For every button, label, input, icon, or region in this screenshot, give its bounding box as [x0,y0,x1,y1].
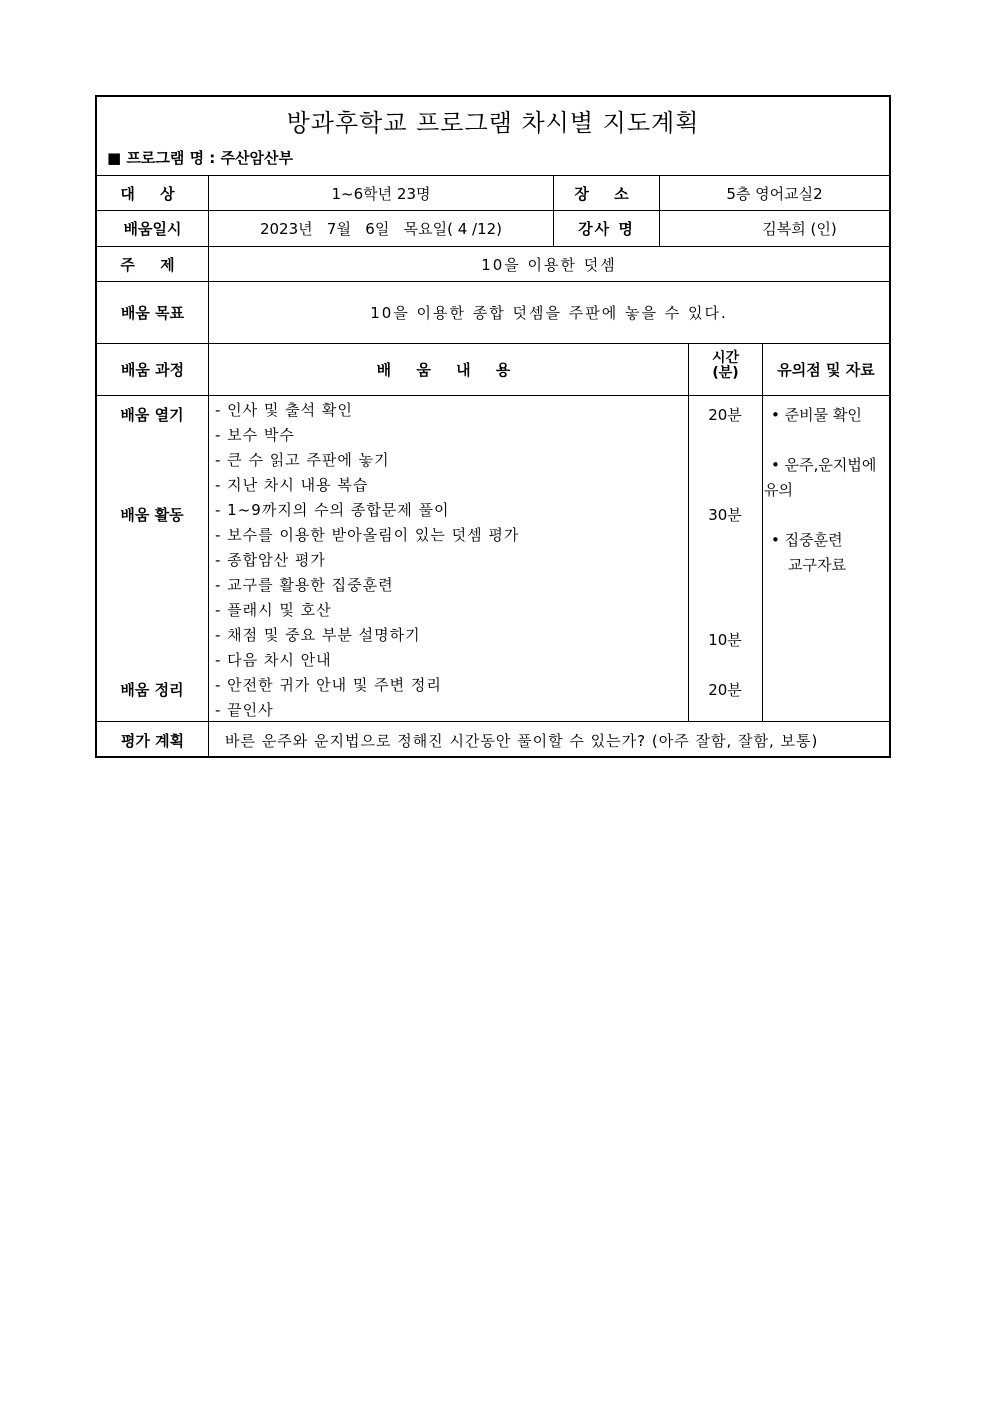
target-value: 1~6학년 23명 [331,184,431,203]
stage-closing: 배움 정리 [120,681,184,699]
stage-activity: 배움 활동 [120,506,184,524]
notes-column [763,396,889,721]
stage-opening: 배움 열기 [120,406,184,424]
list-item: - 플래시 및 호산 [215,601,332,619]
time-header-line2: (분) [712,365,739,381]
list-item: - 1~9까지의 수의 종합문제 풀이 [215,501,450,519]
list-item: - 끝인사 [215,701,274,719]
notes-header: 유의점 및 자료 [777,361,875,379]
time-opening: 20분 [708,406,742,424]
list-item: - 채점 및 중요 부분 설명하기 [215,626,421,644]
time-activity: 30분 [708,506,742,524]
target-label: 대 상 [120,184,185,203]
program-name-value: 주산암산부 [220,149,293,167]
content-header: 배 움 내 용 [376,361,521,379]
goal-label: 배움 목표 [120,304,185,322]
list-item: - 교구를 활용한 집중훈련 [215,576,394,594]
topic-value: 10을 이용한 덧셈 [481,255,617,274]
note-training-line1: • 집중훈련 [771,531,843,549]
goal-value: 10을 이용한 종합 덧셈을 주판에 놓을 수 있다. [370,304,728,322]
time-column [689,396,762,721]
list-item: - 보수를 이용한 받아올림이 있는 덧셈 평가 [215,526,520,544]
topic-label: 주 제 [120,255,185,274]
time-closing: 20분 [708,681,742,699]
teacher-label: 강사 명 [578,220,635,238]
list-item: - 안전한 귀가 안내 및 주변 정리 [215,676,442,694]
list-item: - 다음 차시 안내 [215,651,332,669]
list-item: - 지난 차시 내용 복습 [215,476,369,494]
content-column [209,396,688,721]
note-technique-line2: 유의 [764,481,793,499]
teacher-value: 김복희 (인) [762,220,837,238]
evaluation-label: 평가 계획 [120,731,185,750]
list-item: - 인사 및 출석 확인 [215,401,353,419]
note-technique-line1: • 운주,운지법에 [771,456,877,474]
program-name-prefix: ■ 프로그램 명 : [107,149,221,167]
place-label: 장 소 [574,184,639,203]
evaluation-value: 바른 운주와 운지법으로 정해진 시간동안 풀이할 수 있는가? (아주 잘함, 잘함, 보통) [225,731,819,750]
time-explain: 10분 [708,631,742,649]
stage-column [97,396,208,721]
lesson-plan-table [95,95,891,758]
page-title: 방과후학교 프로그램 차시별 지도계획 [286,108,700,137]
note-training-line2: 교구자료 [788,556,846,574]
time-header-line1: 시간 [711,350,740,366]
list-item: - 보수 박수 [215,426,295,444]
process-header: 배움 과정 [120,361,185,379]
note-materials: • 준비물 확인 [771,406,862,424]
place-value: 5층 영어교실2 [726,184,823,203]
list-item: - 종합암산 평가 [215,551,326,569]
list-item: - 큰 수 읽고 주판에 놓기 [215,451,390,469]
time-header [689,344,762,395]
program-name-line [107,147,293,167]
date-label: 배움일시 [123,220,182,238]
date-value: 2023년 7월 6일 목요일( 4 /12) [259,220,503,238]
